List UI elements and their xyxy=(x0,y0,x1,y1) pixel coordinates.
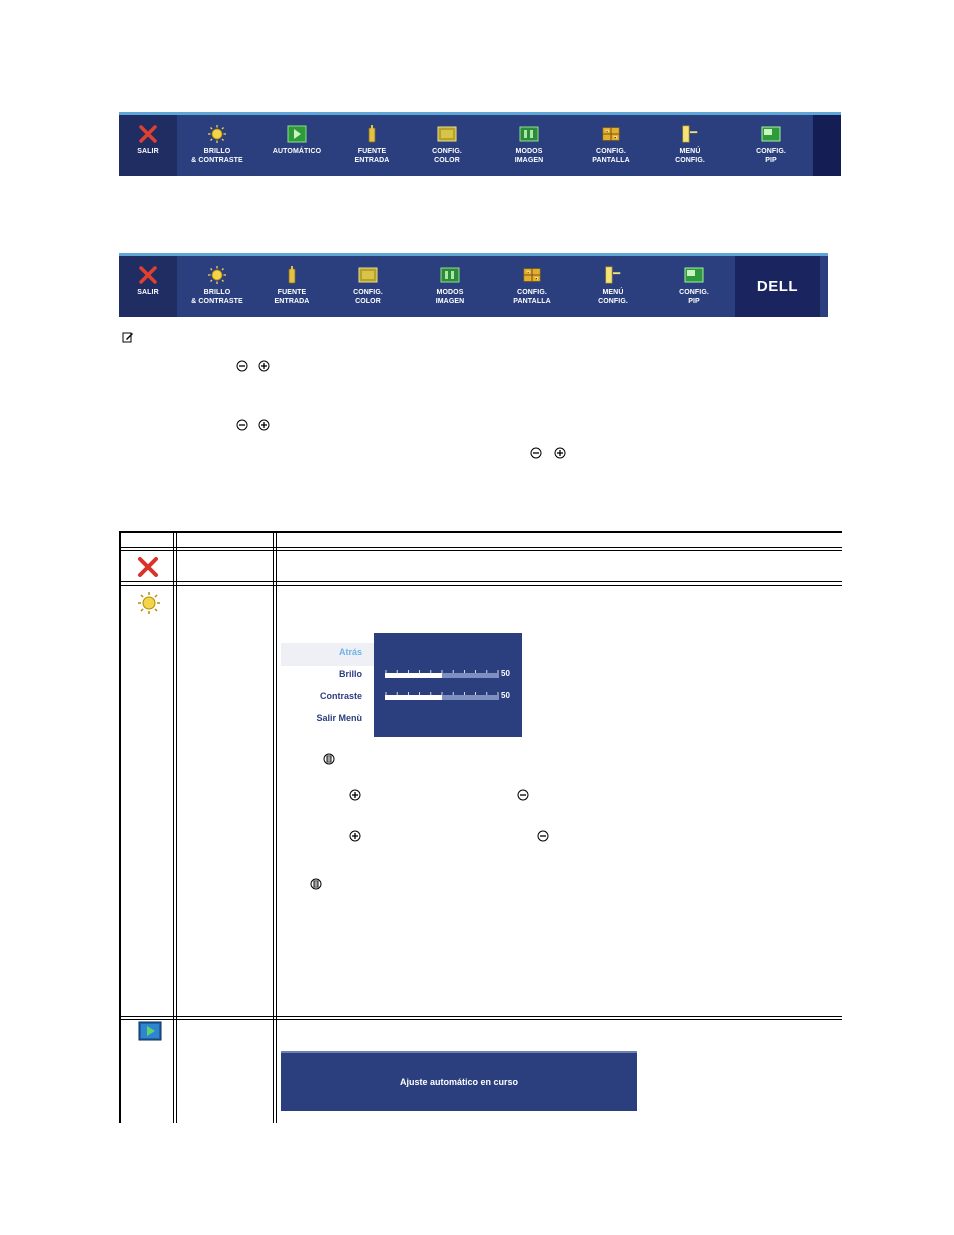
bar2-item-label: FUENTE ENTRADA xyxy=(274,289,310,305)
brightness-value: 50 xyxy=(501,669,510,678)
exit-x-icon xyxy=(138,124,158,144)
brightness-slider[interactable] xyxy=(385,673,499,678)
plus-button-icon xyxy=(258,419,270,431)
auto-adjust-icon xyxy=(287,124,307,144)
contrast-value: 50 xyxy=(501,691,510,700)
bar1-item-7[interactable] xyxy=(571,115,651,176)
brightness-sun-icon xyxy=(137,591,161,615)
bar2-item-label: SALIR xyxy=(137,289,159,296)
submenu-item-contrast[interactable]: Contraste xyxy=(319,691,362,701)
bar2-item-label: CONFIG. PIP xyxy=(679,289,709,305)
menu-settings-icon xyxy=(680,124,700,144)
minus-button-icon xyxy=(236,419,248,431)
color-settings-icon xyxy=(358,265,378,285)
bar2-item-1[interactable] xyxy=(119,256,177,317)
plus-button-icon xyxy=(349,789,361,801)
bar1-item-label: BRILLO & CONTRASTE xyxy=(191,148,243,164)
menu-button-icon xyxy=(310,878,322,890)
bar1-item-label: CONFIG. PANTALLA xyxy=(592,148,630,164)
exit-x-icon xyxy=(138,265,158,285)
brightness-sun-icon xyxy=(207,265,227,285)
bar1-item-label: CONFIG. PIP xyxy=(756,148,786,164)
bar1-item-5[interactable] xyxy=(407,115,487,176)
bar2-item-label: MODOS IMAGEN xyxy=(435,289,465,305)
bar2-item-label: CONFIG. PANTALLA xyxy=(513,289,551,305)
dell-logo: DELL xyxy=(756,278,799,295)
bar1-item-label: CONFIG. COLOR xyxy=(432,148,462,164)
bar1-overflow-edge xyxy=(813,115,841,176)
plus-button-icon xyxy=(349,830,361,842)
submenu-item-exit[interactable]: Salir Menù xyxy=(316,713,362,723)
pip-settings-icon xyxy=(761,124,781,144)
bar1-item-label: FUENTE ENTRADA xyxy=(354,148,390,164)
brightness-contrast-submenu xyxy=(281,633,522,737)
bar2-item-label: MENÚ CONFIG. xyxy=(598,289,628,305)
bar1-item-label: AUTOMÁTICO xyxy=(272,148,322,155)
auto-adjust-message: Ajuste automático en curso xyxy=(399,1077,519,1087)
bar2-item-label: CONFIG. COLOR xyxy=(353,289,383,305)
plus-button-icon xyxy=(258,360,270,372)
plus-button-icon xyxy=(554,447,566,459)
contrast-slider[interactable] xyxy=(385,695,499,700)
bar2-item-7[interactable] xyxy=(573,256,653,317)
minus-button-icon xyxy=(537,830,549,842)
bar2-item-6[interactable] xyxy=(491,256,573,317)
bar1-item-4[interactable] xyxy=(337,115,407,176)
picture-modes-icon xyxy=(519,124,539,144)
bar2-item-label: BRILLO & CONTRASTE xyxy=(191,289,243,305)
bar1-item-8[interactable] xyxy=(651,115,729,176)
input-source-icon xyxy=(362,124,382,144)
brightness-sun-icon xyxy=(207,124,227,144)
bar2-item-8[interactable] xyxy=(653,256,735,317)
osd-menu-bar-analog xyxy=(119,112,841,176)
exit-x-icon xyxy=(137,556,159,578)
minus-button-icon xyxy=(236,360,248,372)
pip-settings-icon xyxy=(684,265,704,285)
bar2-item-5[interactable] xyxy=(409,256,491,317)
bar1-item-label: MODOS IMAGEN xyxy=(514,148,544,164)
display-settings-icon xyxy=(601,124,621,144)
osd-menu-bar-digital xyxy=(119,253,828,317)
bar2-item-3[interactable] xyxy=(257,256,327,317)
menu-settings-icon xyxy=(603,265,623,285)
minus-button-icon xyxy=(530,447,542,459)
submenu-values-panel xyxy=(374,633,522,737)
bar2-item-4[interactable] xyxy=(327,256,409,317)
dell-logo-block xyxy=(735,256,820,317)
bar1-item-6[interactable] xyxy=(487,115,571,176)
bar1-item-label: MENÚ CONFIG. xyxy=(675,148,705,164)
bar1-item-2[interactable] xyxy=(177,115,257,176)
minus-button-icon xyxy=(517,789,529,801)
picture-modes-icon xyxy=(440,265,460,285)
bar2-item-2[interactable] xyxy=(177,256,257,317)
submenu-item-back[interactable]: Atrás xyxy=(338,647,362,657)
auto-adjust-icon xyxy=(138,1021,162,1041)
submenu-item-brightness[interactable]: Brillo xyxy=(338,669,362,679)
auto-adjust-banner xyxy=(281,1051,637,1111)
bar1-item-9[interactable] xyxy=(729,115,813,176)
note-pencil-icon xyxy=(122,331,134,343)
menu-button-icon xyxy=(323,753,335,765)
bar1-item-label: SALIR xyxy=(137,148,159,155)
display-settings-icon xyxy=(522,265,542,285)
bar1-item-3[interactable] xyxy=(257,115,337,176)
bar1-item-1[interactable] xyxy=(119,115,177,176)
color-settings-icon xyxy=(437,124,457,144)
input-source-icon xyxy=(282,265,302,285)
